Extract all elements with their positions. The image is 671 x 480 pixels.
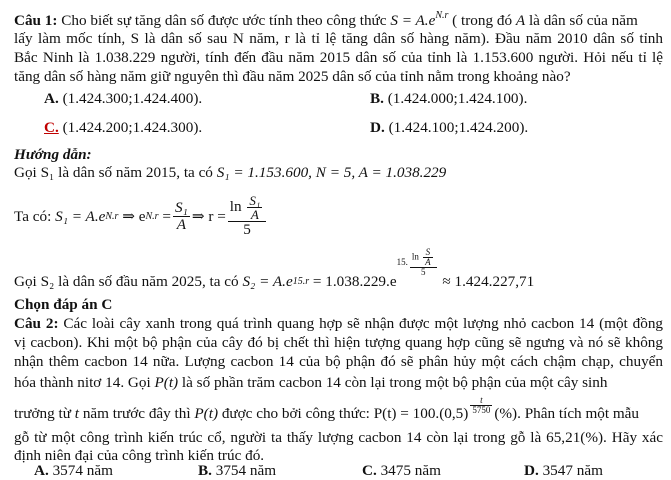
q1-option-d[interactable]: [370, 119, 528, 137]
q2-option-a[interactable]: [34, 462, 113, 480]
q2-formula-num: t: [480, 394, 483, 405]
guide-s2-text: Gọi S₂ là dân số đầu năm 2025, ta có: [14, 273, 239, 290]
guide-frac1-num: S₁: [174, 199, 188, 217]
guide-taco: Ta có:: [14, 207, 52, 225]
guide-s2-exp-num: [410, 248, 437, 267]
q2-formula: P(t) = 100.(0,5): [373, 404, 469, 422]
q1-text-1b: ( trong đó: [452, 12, 513, 29]
q1-option-c-letter: C.: [44, 119, 59, 136]
guide-eq1: S₁ = A.e: [55, 207, 106, 225]
q1-label: Câu 1:: [14, 12, 58, 29]
q2-text-5c: được cho bởi công thức:: [221, 404, 370, 422]
guide-arrow2: ⇒ r =: [191, 207, 226, 225]
guide-s2-exp-s: S: [425, 247, 431, 257]
q2-text-5b: năm trước đây thì: [82, 404, 191, 422]
q2-line-3: nhận thêm cacbon 14 nữa. Lượng cacbon 14 của bộ phận đó sẽ phân hủy một cách chậm chạp, chuyển: [14, 353, 663, 370]
q2-option-b-letter: B.: [198, 462, 212, 479]
q1-option-a[interactable]: [44, 90, 202, 108]
q1-formula: S = A.e: [390, 12, 436, 29]
guide-s2-result: ≈ 1.424.227,71: [442, 273, 535, 290]
guide-s2-exponent: [397, 248, 439, 277]
guide-s1-line: [14, 163, 663, 182]
guide-derivation: Ta có: S₁ = A.e N.r ⇒ e N.r = $\frac{\text{S₁}}{A}$ ⇒ r = ln $\frac{\text{S₁}}{A}$ 5: [14, 190, 663, 242]
guide-frac2-den: 5: [228, 221, 267, 237]
q1-option-b-letter: B.: [370, 90, 384, 107]
guide-inner-num: S₁: [249, 193, 261, 209]
guide-s2-exp-frac: [410, 248, 437, 277]
q2-line-7: định niên đại của công trình kiến trúc đó.: [14, 447, 265, 464]
q2-option-c-letter: C.: [362, 462, 377, 479]
q1-option-a-text: (1.424.300;1.424.400).: [62, 90, 203, 107]
guide-inner-frac: [247, 194, 262, 221]
guide-s2-exp: 15.r: [292, 276, 310, 287]
q2-option-b[interactable]: [198, 462, 276, 480]
guide-s1-values: S₁ = 1.153.600, N = 5, A = 1.038.229: [216, 164, 447, 181]
guide-frac1: [173, 200, 190, 231]
q2-option-b-text: 3754 năm: [215, 462, 277, 479]
q2-line-5: [14, 394, 663, 428]
q2-text-4b: là số phần trăm cacbon 14 còn lại trong một bộ phận của một cây sinh: [181, 374, 608, 391]
q1-line-1: [14, 6, 663, 30]
q1-formula-exp: N.r: [435, 10, 449, 21]
guide-eq2-exp: N.r: [145, 210, 159, 222]
q2-formula-exp: [470, 396, 492, 415]
q2-line-2: vị cacbon). Khi một bộ phận của cây đó bị chết thì hiện tượng quang hợp cũng sẽ ngưng và nó sẽ không: [14, 334, 663, 351]
guide-s2-exp-a: A: [425, 257, 431, 267]
q2-text-5d: Phân tích một mẫu: [524, 404, 640, 422]
guide-s2-line: [14, 247, 663, 291]
q2-formula-end: (%).: [494, 404, 521, 422]
q1-line-4: tăng dân số hàng năm giữ nguyên thì đầu năm 2025 dân số của tỉnh nằm trong khoảng nào?: [14, 68, 571, 85]
guide-answer: Chọn đáp án C: [14, 296, 113, 313]
q2-t: t: [74, 404, 80, 422]
guide-s2-exp-ln: ln: [411, 251, 419, 262]
q1-line-2: lấy làm mốc tính, S là dân số sau N năm, r là tỉ lệ tăng dân số hàng năm). Đầu năm 2010 dân số tỉnh: [14, 30, 663, 47]
q1-option-c[interactable]: [44, 119, 202, 137]
guide-eq1-exp: N.r: [105, 210, 119, 222]
q1-option-b[interactable]: [370, 90, 527, 108]
q2-text-5a: trưởng từ: [14, 404, 71, 422]
guide-frac1-den: A: [173, 216, 190, 232]
guide-s2-exp15: 15.: [396, 257, 408, 267]
guide-arrow1: ⇒ e: [122, 207, 146, 225]
q1-option-d-letter: D.: [370, 119, 385, 136]
q2-text-1: Các loài cây xanh trong quá trình quang hợp sẽ nhận được một lượng nhỏ cacbon 14 (một đồng: [63, 315, 664, 332]
q2-formula-den: 5750: [472, 404, 491, 415]
guide-s1-text: Gọi S₁ là dân số năm 2015, ta có: [14, 164, 213, 181]
q2-option-d-text: 3547 năm: [542, 462, 603, 479]
q2-option-a-letter: A.: [34, 462, 49, 479]
q2-pt-2: P(t): [194, 404, 219, 422]
q2-option-a-text: 3574 năm: [52, 462, 113, 479]
q1-text-1a: Cho biết sự tăng dân số được ước tính theo công thức: [61, 12, 387, 29]
q2-line-4: [14, 373, 663, 392]
q2-line-1: [14, 314, 663, 333]
guide-s2-eq: S₂ = A.e: [242, 273, 293, 290]
guide-s2-exp-inner: [423, 248, 433, 267]
guide-s2-eq2: = 1.038.229.e: [312, 273, 397, 290]
q2-pt: P(t): [154, 374, 179, 391]
q2-option-c[interactable]: [362, 462, 441, 480]
q1-text-1d: là dân số của năm: [528, 12, 638, 29]
q1-option-d-text: (1.424.100;1.424.200).: [388, 119, 529, 136]
q2-option-c-text: 3475 năm: [380, 462, 441, 479]
q1-option-a-letter: A.: [44, 90, 59, 107]
guide-inner-den: A: [247, 207, 262, 221]
q1-option-c-text: (1.424.200;1.424.300).: [62, 119, 203, 136]
guide-frac2: [228, 194, 267, 237]
q1-text-1c: A: [515, 12, 526, 29]
guide-ln: ln: [229, 198, 242, 216]
q2-text-4a: hóa thành nitơ 14. Gọi: [14, 374, 151, 391]
guide-title: Hướng dẫn:: [14, 146, 92, 163]
guide-s2-exp-5: 5: [410, 267, 437, 277]
q1-option-b-text: (1.424.000;1.424.100).: [387, 90, 528, 107]
q2-line-6: gỗ từ một công trình kiến trúc cổ, người ta thấy lượng cacbon 14 còn lại trong gỗ là 65,21(%). Hãy xác: [14, 429, 663, 446]
q2-option-d[interactable]: [524, 462, 603, 480]
q1-line-3: Bắc Ninh là 1.038.229 người, tính đến đầu năm 2015 dân số của tỉnh là 1.153.600 người. Hỏi nếu tỉ lệ: [14, 49, 663, 66]
q2-label: Câu 2:: [14, 315, 59, 332]
guide-frac2-num: [228, 194, 267, 221]
q2-option-d-letter: D.: [524, 462, 539, 479]
